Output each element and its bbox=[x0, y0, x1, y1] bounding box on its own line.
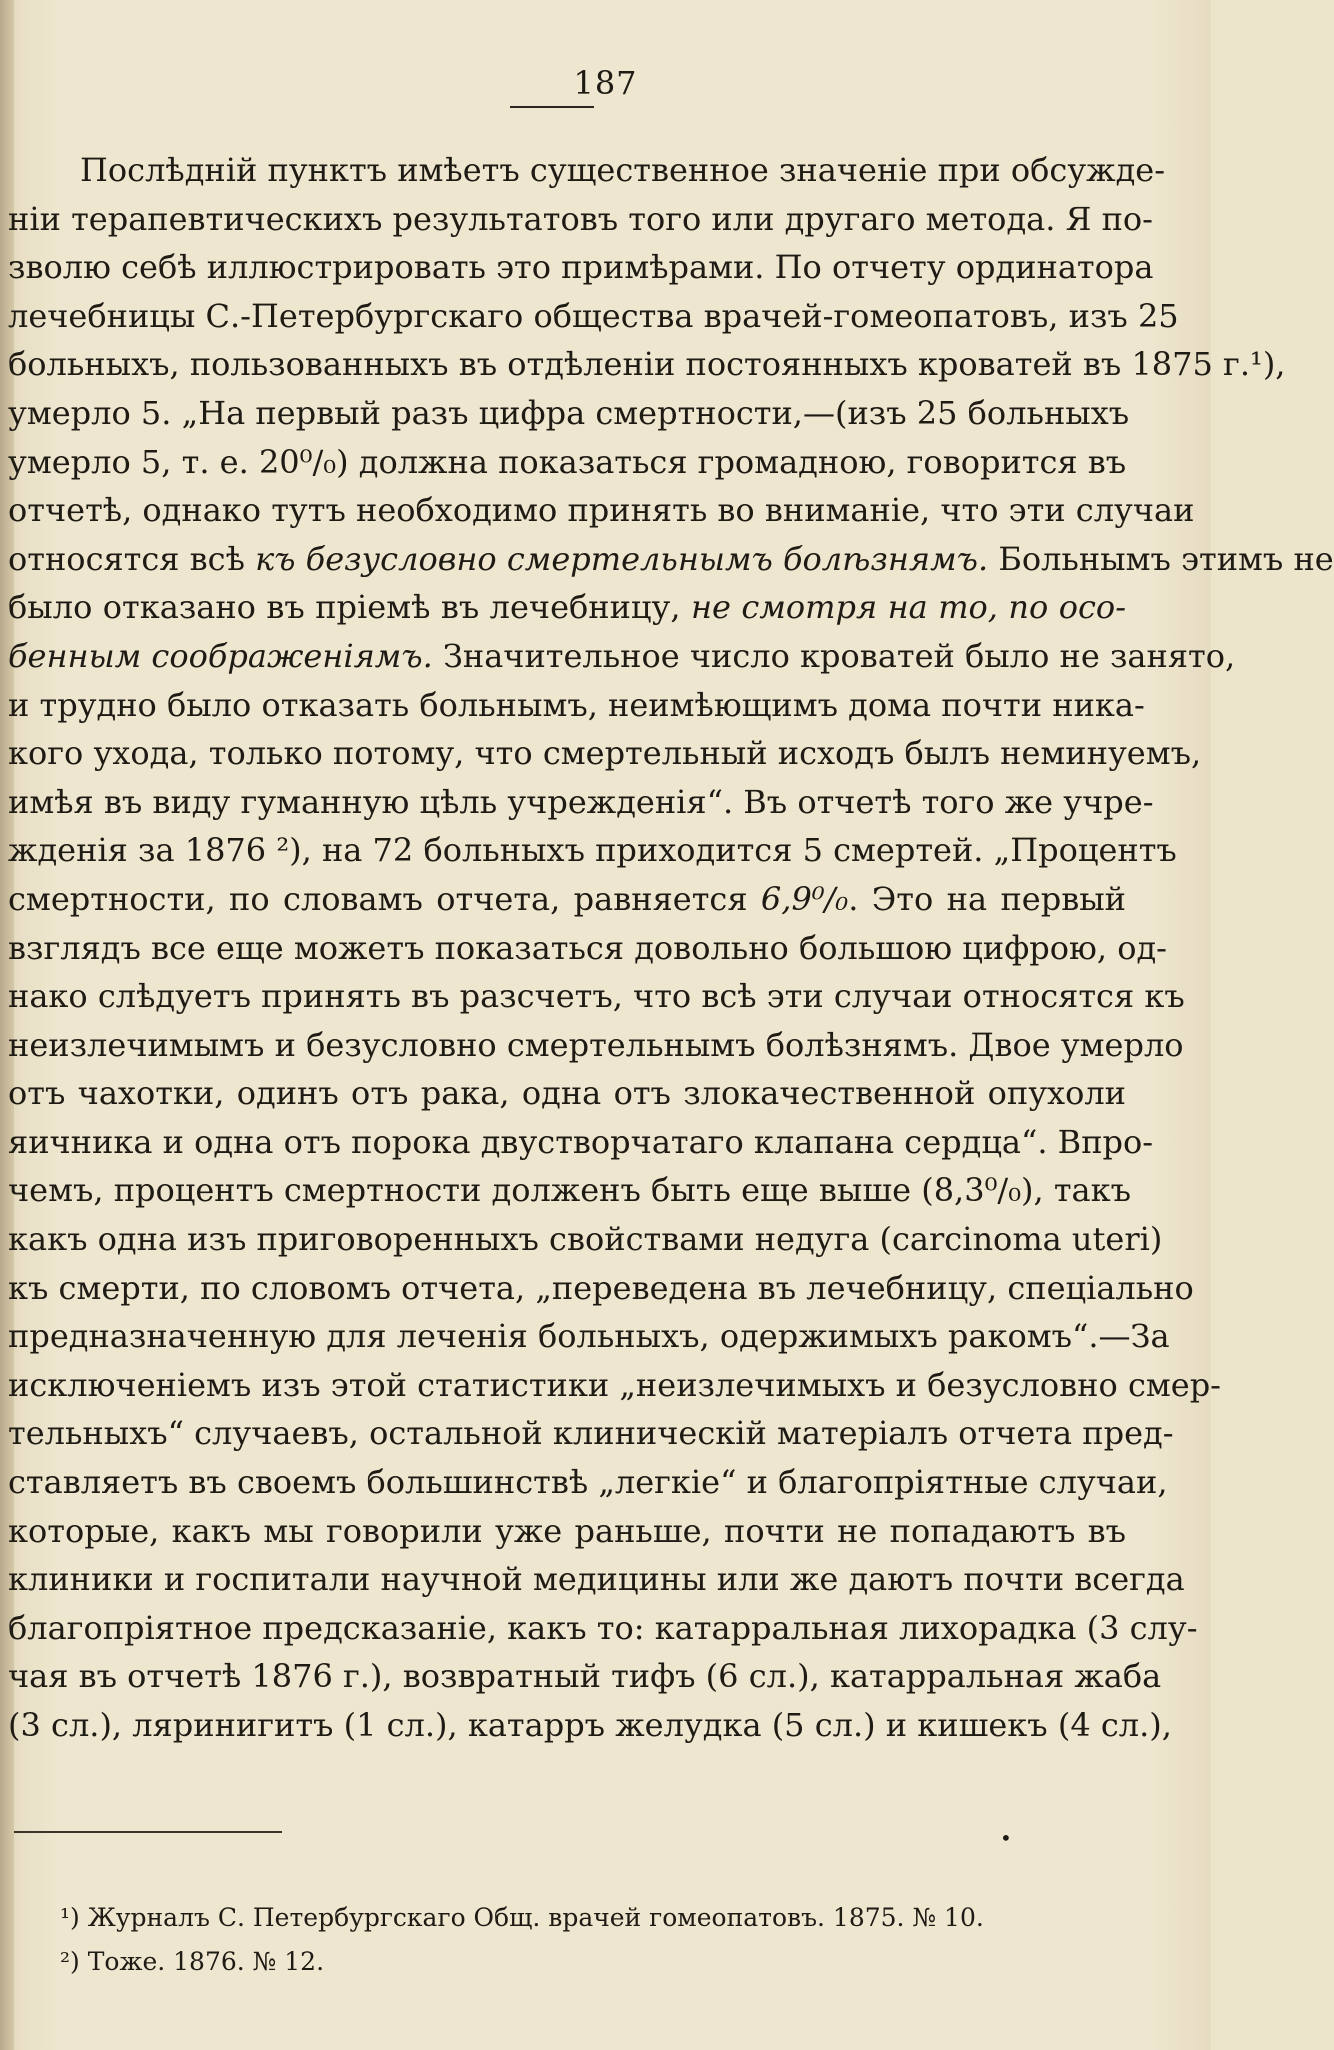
text-span: . Это на первый bbox=[848, 879, 1127, 918]
italic-span: къ безусловно смертельнымъ болѣзнямъ. bbox=[255, 539, 989, 578]
text-span: Больнымъ этимъ не bbox=[988, 539, 1334, 578]
text-line bbox=[8, 875, 1126, 924]
text-line: къ смерти, по словомъ отчета, „переведена въ лечебницу, спецiально bbox=[8, 1268, 1194, 1307]
footnote-1: ¹) Журналъ С. Петербургскаго Общ. врачей гомеопатовъ. 1875. № 10. bbox=[60, 1903, 984, 1932]
text-line: ставляетъ въ своемъ большинствѣ „легкiе“ и благопрiятные случаи, bbox=[8, 1463, 1168, 1502]
text-line: отъ чахотки, одинъ отъ рака, одна отъ злокачественной опухоли bbox=[8, 1074, 1126, 1113]
text-line: благопрiятное предсказанiе, какъ то: катарральная лихорадка (3 слу- bbox=[8, 1608, 1198, 1647]
italic-span: бенным соображенiямъ. bbox=[8, 636, 433, 675]
text-line: умерло 5, т. е. 20⁰/₀) должна показаться громадною, говорится въ bbox=[8, 442, 1127, 481]
text-line bbox=[8, 535, 1334, 584]
text-span: относятся всѣ bbox=[8, 539, 256, 578]
page-number-underline bbox=[510, 106, 594, 108]
text-line: неизлечимымъ и безусловно смертельнымъ болѣзнямъ. Двое умерло bbox=[8, 1025, 1184, 1064]
text-line: отчетѣ, однако тутъ необходимо принять во вниманiе, что эти случаи bbox=[8, 491, 1195, 530]
text-line: исключенiемъ изъ этой статистики „неизлечимыхъ и безусловно смер- bbox=[8, 1365, 1221, 1404]
italic-span: не смотря на то, по осо- bbox=[690, 588, 1127, 627]
text-line: больныхъ, пользованныхъ въ отдѣленiи постоянныхъ кроватей въ 1875 г.¹), bbox=[8, 345, 1286, 384]
text-span: было отказано въ прiемѣ въ лечебницу, bbox=[8, 588, 691, 627]
text-line: нако слѣдуетъ принять въ разсчетъ, что всѣ эти случаи относятся къ bbox=[8, 977, 1185, 1016]
text-line: имѣя въ виду гуманную цѣль учрежденiя“. Въ отчетѣ того же учре- bbox=[8, 782, 1154, 821]
text-line: которые, какъ мы говорили уже раньше, почти не попадаютъ въ bbox=[8, 1511, 1126, 1550]
text-line bbox=[8, 583, 1126, 632]
italic-span: 6,9⁰/₀ bbox=[760, 879, 849, 918]
footnote-2: ²) Тоже. 1876. № 12. bbox=[60, 1947, 325, 1976]
body-text bbox=[8, 146, 1334, 1750]
text-line: нiи терапевтическихъ результатовъ того или другаго метода. Я по- bbox=[8, 199, 1153, 238]
text-line: чемъ, процентъ смертности долженъ быть еще выше (8,3⁰/₀), такъ bbox=[8, 1171, 1131, 1210]
text-line: (3 сл.), ляринигитъ (1 сл.), катарръ желудка (5 сл.) и кишекъ (4 сл.), bbox=[8, 1706, 1172, 1744]
text-line: взглядъ все еще можетъ показаться довольно большою цифрою, од- bbox=[8, 928, 1167, 967]
text-line bbox=[8, 632, 1236, 681]
text-line: какъ одна изъ приговоренныхъ свойствами недуга (carcinoma uteri) bbox=[8, 1220, 1163, 1259]
printing-speck: • bbox=[1000, 1826, 1012, 1850]
text-line: Послѣднiй пунктъ имѣетъ существенное значенiе при обсужде- bbox=[80, 151, 1166, 189]
footnotes bbox=[60, 1896, 984, 1984]
text-line: лечебницы С.-Петербургскаго общества врачей-гомеопатовъ, изъ 25 bbox=[8, 296, 1179, 335]
text-line: чая въ отчетѣ 1876 г.), возвратный тифъ (6 сл.), катарральная жаба bbox=[8, 1657, 1162, 1696]
text-line: тельныхъ“ случаевъ, остальной клиническiй матерiалъ отчета пред- bbox=[8, 1414, 1174, 1453]
text-line: зволю себѣ иллюстрировать это примѣрами. По отчету ординатора bbox=[8, 248, 1154, 287]
footnote-separator bbox=[14, 1831, 282, 1833]
text-line: умерло 5. „На первый разъ цифра смертности,—(изъ 25 больныхъ bbox=[8, 393, 1130, 432]
text-line: жденiя за 1876 ²), на 72 больныхъ приходится 5 смертей. „Процентъ bbox=[8, 831, 1177, 870]
text-span: Значительное число кроватей было не занято, bbox=[432, 636, 1236, 675]
text-line: кого ухода, только потому, что смертельный исходъ былъ неминуемъ, bbox=[8, 734, 1202, 773]
text-line: яичника и одна отъ порока двустворчатаго клапана сердца“. Впро- bbox=[8, 1122, 1154, 1161]
text-span: смертности, по словамъ отчета, равняется bbox=[8, 879, 761, 918]
text-line: клиники и госпитали научной медицины или же даютъ почти всегда bbox=[8, 1560, 1185, 1599]
text-line: и трудно было отказать больнымъ, неимѣющимъ дома почти ника- bbox=[8, 685, 1145, 724]
page-number: 187 bbox=[573, 64, 638, 102]
text-line: предназначенную для леченiя больныхъ, одержимыхъ ракомъ“.—За bbox=[8, 1317, 1170, 1356]
